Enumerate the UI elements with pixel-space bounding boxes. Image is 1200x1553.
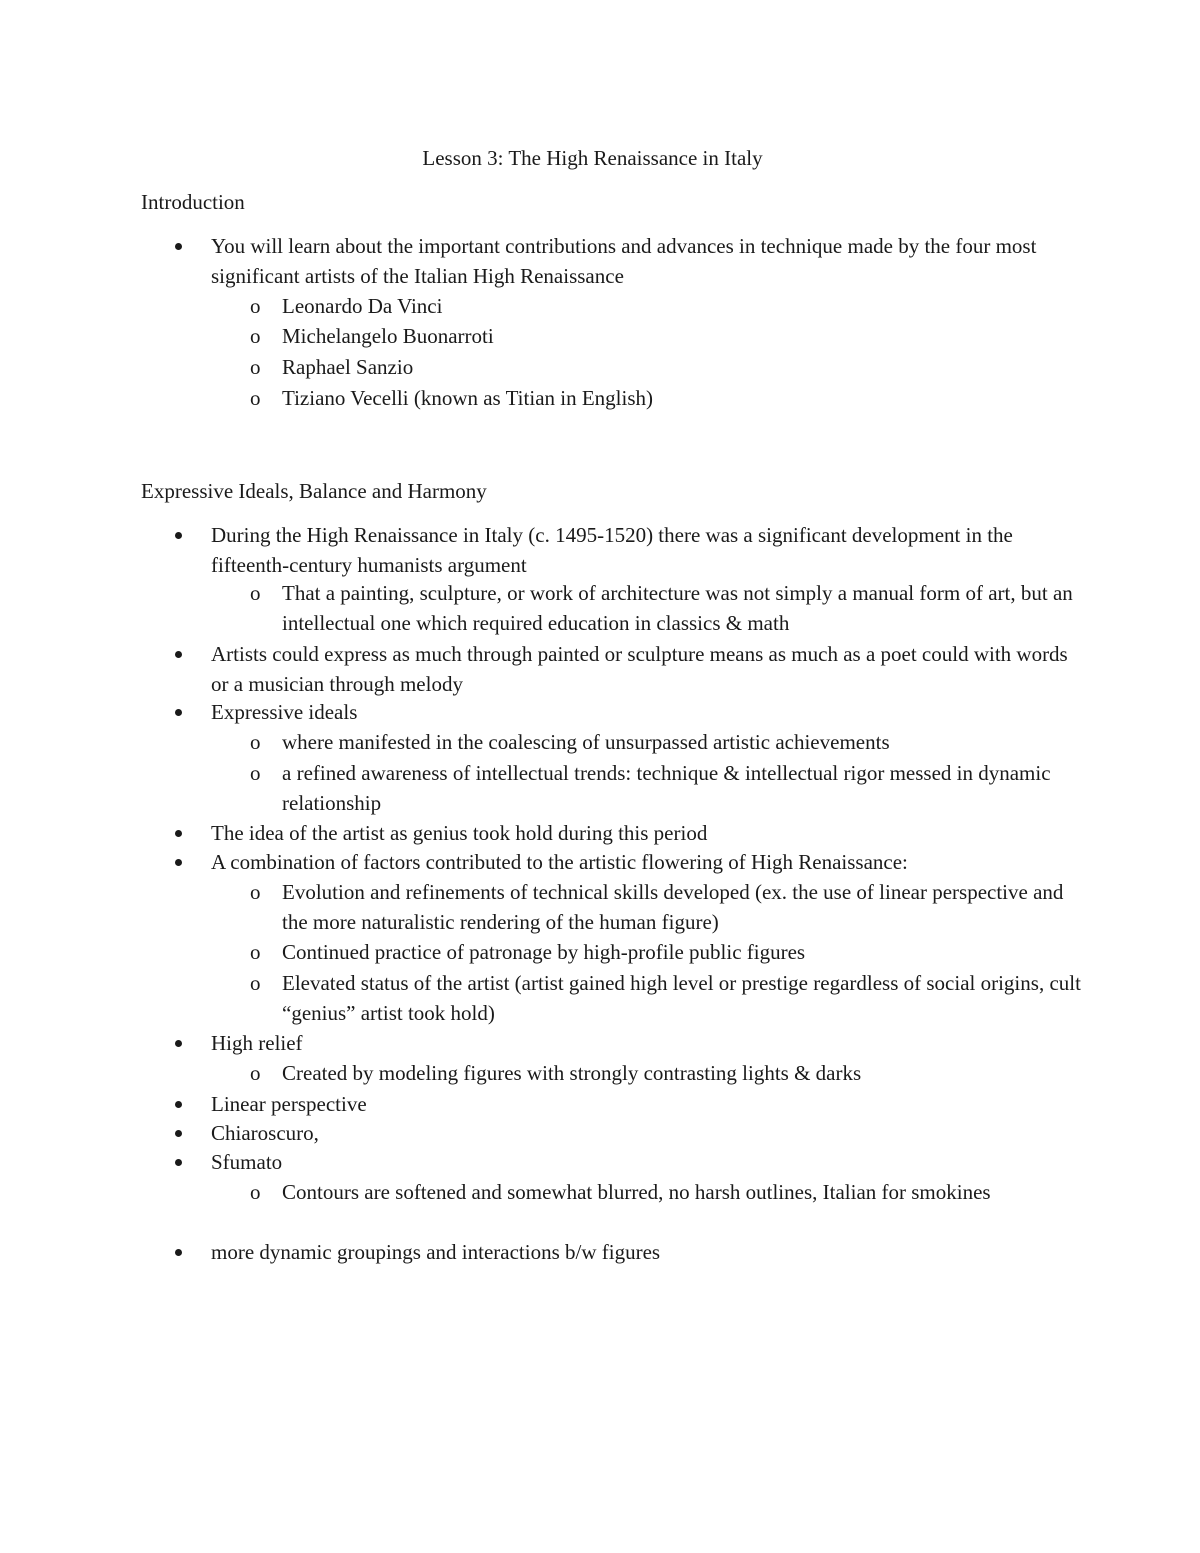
circle-bullet-icon: o xyxy=(250,324,261,348)
list-item-text: High relief xyxy=(211,1031,303,1055)
bullet-icon xyxy=(175,1130,182,1137)
sub-list-item-text: where manifested in the coalescing of unsurpassed artistic achievements xyxy=(282,730,890,754)
sub-list-item xyxy=(250,877,1082,937)
circle-bullet-icon: o xyxy=(250,730,261,754)
circle-bullet-icon: o xyxy=(250,971,261,995)
bullet-icon xyxy=(175,532,182,539)
bullet-icon xyxy=(175,1040,182,1047)
list-item xyxy=(211,1147,1071,1177)
list-item xyxy=(211,847,1071,877)
sub-list-item xyxy=(250,383,1082,413)
circle-bullet-icon: o xyxy=(250,880,261,904)
sub-list-item-text: Created by modeling figures with strongly contrasting lights & darks xyxy=(282,1061,862,1085)
list-item-text: During the High Renaissance in Italy (c. 1495-1520) there was a significant development in the fifteenth-century humanists argument xyxy=(211,523,1013,577)
sub-list-item-text: a refined awareness of intellectual trends: technique & intellectual rigor messed in dynamic relationship xyxy=(282,761,1051,815)
list-item xyxy=(211,1118,1071,1148)
bullet-icon xyxy=(175,830,182,837)
sub-list-item xyxy=(250,1177,1082,1207)
list-item-text: A combination of factors contributed to the artistic flowering of High Renaissance: xyxy=(211,850,908,874)
sub-list-item-text: Contours are softened and somewhat blurred, no harsh outlines, Italian for smokines xyxy=(282,1180,991,1204)
circle-bullet-icon: o xyxy=(250,1061,261,1085)
sub-list-item xyxy=(250,321,1082,351)
bullet-icon xyxy=(175,1101,182,1108)
sub-list-item xyxy=(250,727,1082,757)
bullet-icon xyxy=(175,859,182,866)
bullet-icon xyxy=(175,709,182,716)
list-item-text: Sfumato xyxy=(211,1150,283,1174)
circle-bullet-icon: o xyxy=(250,940,261,964)
bullet-icon xyxy=(175,243,182,250)
bullet-icon xyxy=(175,1159,182,1166)
list-item xyxy=(211,1237,1071,1267)
circle-bullet-icon: o xyxy=(250,355,261,379)
sub-list-item xyxy=(250,968,1082,1028)
sub-list-item-text: Tiziano Vecelli (known as Titian in English) xyxy=(282,386,654,410)
list-item xyxy=(211,1089,1071,1119)
sub-list-item xyxy=(250,352,1082,382)
list-item-text: more dynamic groupings and interactions b/w figures xyxy=(211,1240,661,1264)
circle-bullet-icon: o xyxy=(250,761,261,785)
sub-list-item xyxy=(250,291,1082,321)
list-item xyxy=(211,639,1071,699)
list-item xyxy=(211,818,1071,848)
section-heading-introduction: Introduction xyxy=(141,190,245,214)
page-title: Lesson 3: The High Renaissance in Italy xyxy=(422,146,763,170)
list-item xyxy=(211,520,1071,580)
list-item-text: You will learn about the important contributions and advances in technique made by the four most significant artists of the Italian High Renaissance xyxy=(211,234,1037,288)
circle-bullet-icon: o xyxy=(250,294,261,318)
list-item-text: Linear perspective xyxy=(211,1092,367,1116)
list-item-text: The idea of the artist as genius took hold during this period xyxy=(211,821,708,845)
sub-list-item xyxy=(250,578,1082,638)
sub-list-item-text: Continued practice of patronage by high-profile public figures xyxy=(282,940,806,964)
list-item-text: Chiaroscuro, xyxy=(211,1121,319,1145)
bullet-icon xyxy=(175,1249,182,1256)
circle-bullet-icon: o xyxy=(250,1180,261,1204)
circle-bullet-icon: o xyxy=(250,581,261,605)
sub-list-item xyxy=(250,758,1082,818)
sub-list-item xyxy=(250,1058,1082,1088)
sub-list-item-text: Evolution and refinements of technical skills developed (ex. the use of linear perspective and the more naturalistic rendering of the human figure) xyxy=(282,880,1064,934)
sub-list-item xyxy=(250,937,1082,967)
sub-list-item-text: Raphael Sanzio xyxy=(282,355,414,379)
list-item xyxy=(211,231,1071,291)
circle-bullet-icon: o xyxy=(250,386,261,410)
sub-list-item-text: That a painting, sculpture, or work of architecture was not simply a manual form of art, but an intellectual one which required education in classics & math xyxy=(282,581,1073,635)
list-item-text: Expressive ideals xyxy=(211,700,358,724)
sub-list-item-text: Michelangelo Buonarroti xyxy=(282,324,494,348)
bullet-icon xyxy=(175,651,182,658)
list-item xyxy=(211,697,1071,727)
list-item xyxy=(211,1028,1071,1058)
sub-list-item-text: Elevated status of the artist (artist gained high level or prestige regardless of social origins, cult “genius” artist took hold) xyxy=(282,971,1081,1025)
section-heading-expressive-ideals: Expressive Ideals, Balance and Harmony xyxy=(141,479,487,503)
sub-list-item-text: Leonardo Da Vinci xyxy=(282,294,443,318)
list-item-text: Artists could express as much through painted or sculpture means as much as a poet could with words or a musician through melody xyxy=(211,642,1068,696)
